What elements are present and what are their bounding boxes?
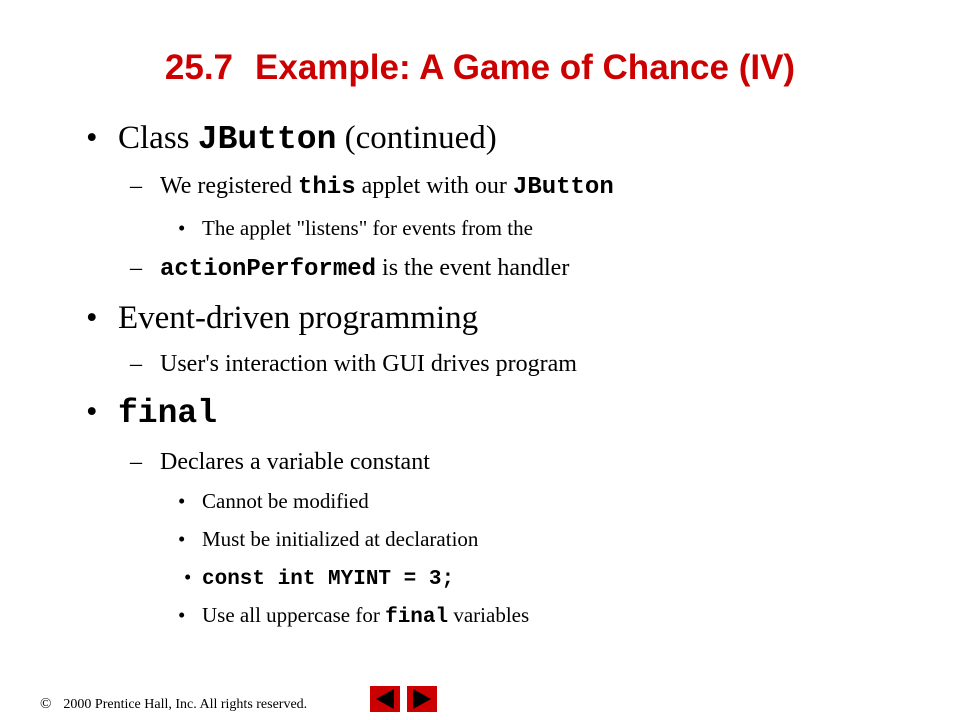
code-jbutton-2: JButton — [512, 174, 614, 201]
copyright-footer — [40, 696, 307, 713]
slide-title — [0, 48, 960, 88]
bullet-dot: • — [178, 489, 186, 513]
bullet-dot: • — [178, 603, 186, 627]
text-segment: Cannot be modified — [202, 489, 369, 513]
left-arrow-icon — [370, 686, 400, 712]
subsub-must-initialize — [202, 527, 478, 552]
text-segment: (continued) — [336, 120, 497, 156]
text-segment: Class — [118, 120, 198, 156]
bullet-dot: • — [86, 394, 98, 430]
bullet-dot: • — [178, 216, 186, 240]
code-final: final — [118, 395, 218, 432]
text-segment: variables — [448, 603, 530, 627]
text-segment: User's interaction with GUI drives program — [160, 351, 577, 377]
bullet-dot: • — [178, 527, 186, 551]
subbullet-registered — [160, 173, 614, 201]
code-const-int: const int MYINT = 3; — [202, 568, 455, 591]
subbullet-declares-constant — [160, 449, 430, 476]
text-segment: Declares a variable constant — [160, 449, 430, 475]
bullet-dot: • — [184, 565, 192, 589]
text-segment: is the event handler — [376, 255, 570, 281]
text-segment: Use all uppercase for — [202, 603, 386, 627]
bullet-dot: • — [86, 300, 98, 336]
dash-marker: – — [130, 449, 142, 475]
subsub-applet-listens — [202, 216, 533, 241]
code-final-inline: final — [385, 606, 449, 629]
subsub-uppercase — [202, 603, 529, 629]
dash-marker: – — [130, 255, 142, 281]
text-segment: applet with our — [355, 173, 513, 199]
code-this: this — [298, 174, 356, 201]
subsub-cannot-modify — [202, 489, 369, 514]
right-arrow-icon — [407, 686, 437, 712]
text-segment: The applet "listens" for events from the — [202, 216, 533, 240]
subsub-const-example — [202, 565, 454, 591]
text-segment: Must be initialized at declaration — [202, 527, 479, 551]
copyright-text: 2000 Prentice Hall, Inc. All rights reserved. — [63, 697, 308, 712]
section-number: 25.7 — [164, 48, 234, 87]
dash-marker: – — [130, 351, 142, 377]
text-segment: Event-driven programming — [118, 300, 479, 336]
code-actionperformed: actionPerformed — [160, 256, 377, 283]
subbullet-user-interaction — [160, 351, 577, 378]
bullet-class-jbutton — [118, 120, 497, 158]
copyright-symbol: © — [40, 696, 52, 712]
text-segment: We registered — [160, 173, 298, 199]
title-text: Example: A Game of Chance (IV) — [255, 48, 796, 87]
bullet-event-driven — [118, 300, 478, 337]
next-slide-button[interactable] — [407, 686, 437, 712]
bullet-dot: • — [86, 120, 98, 156]
code-jbutton: JButton — [197, 121, 337, 158]
dash-marker: – — [130, 173, 142, 199]
subbullet-action-performed — [160, 255, 569, 283]
previous-slide-button[interactable] — [370, 686, 400, 712]
bullet-final — [118, 394, 217, 432]
